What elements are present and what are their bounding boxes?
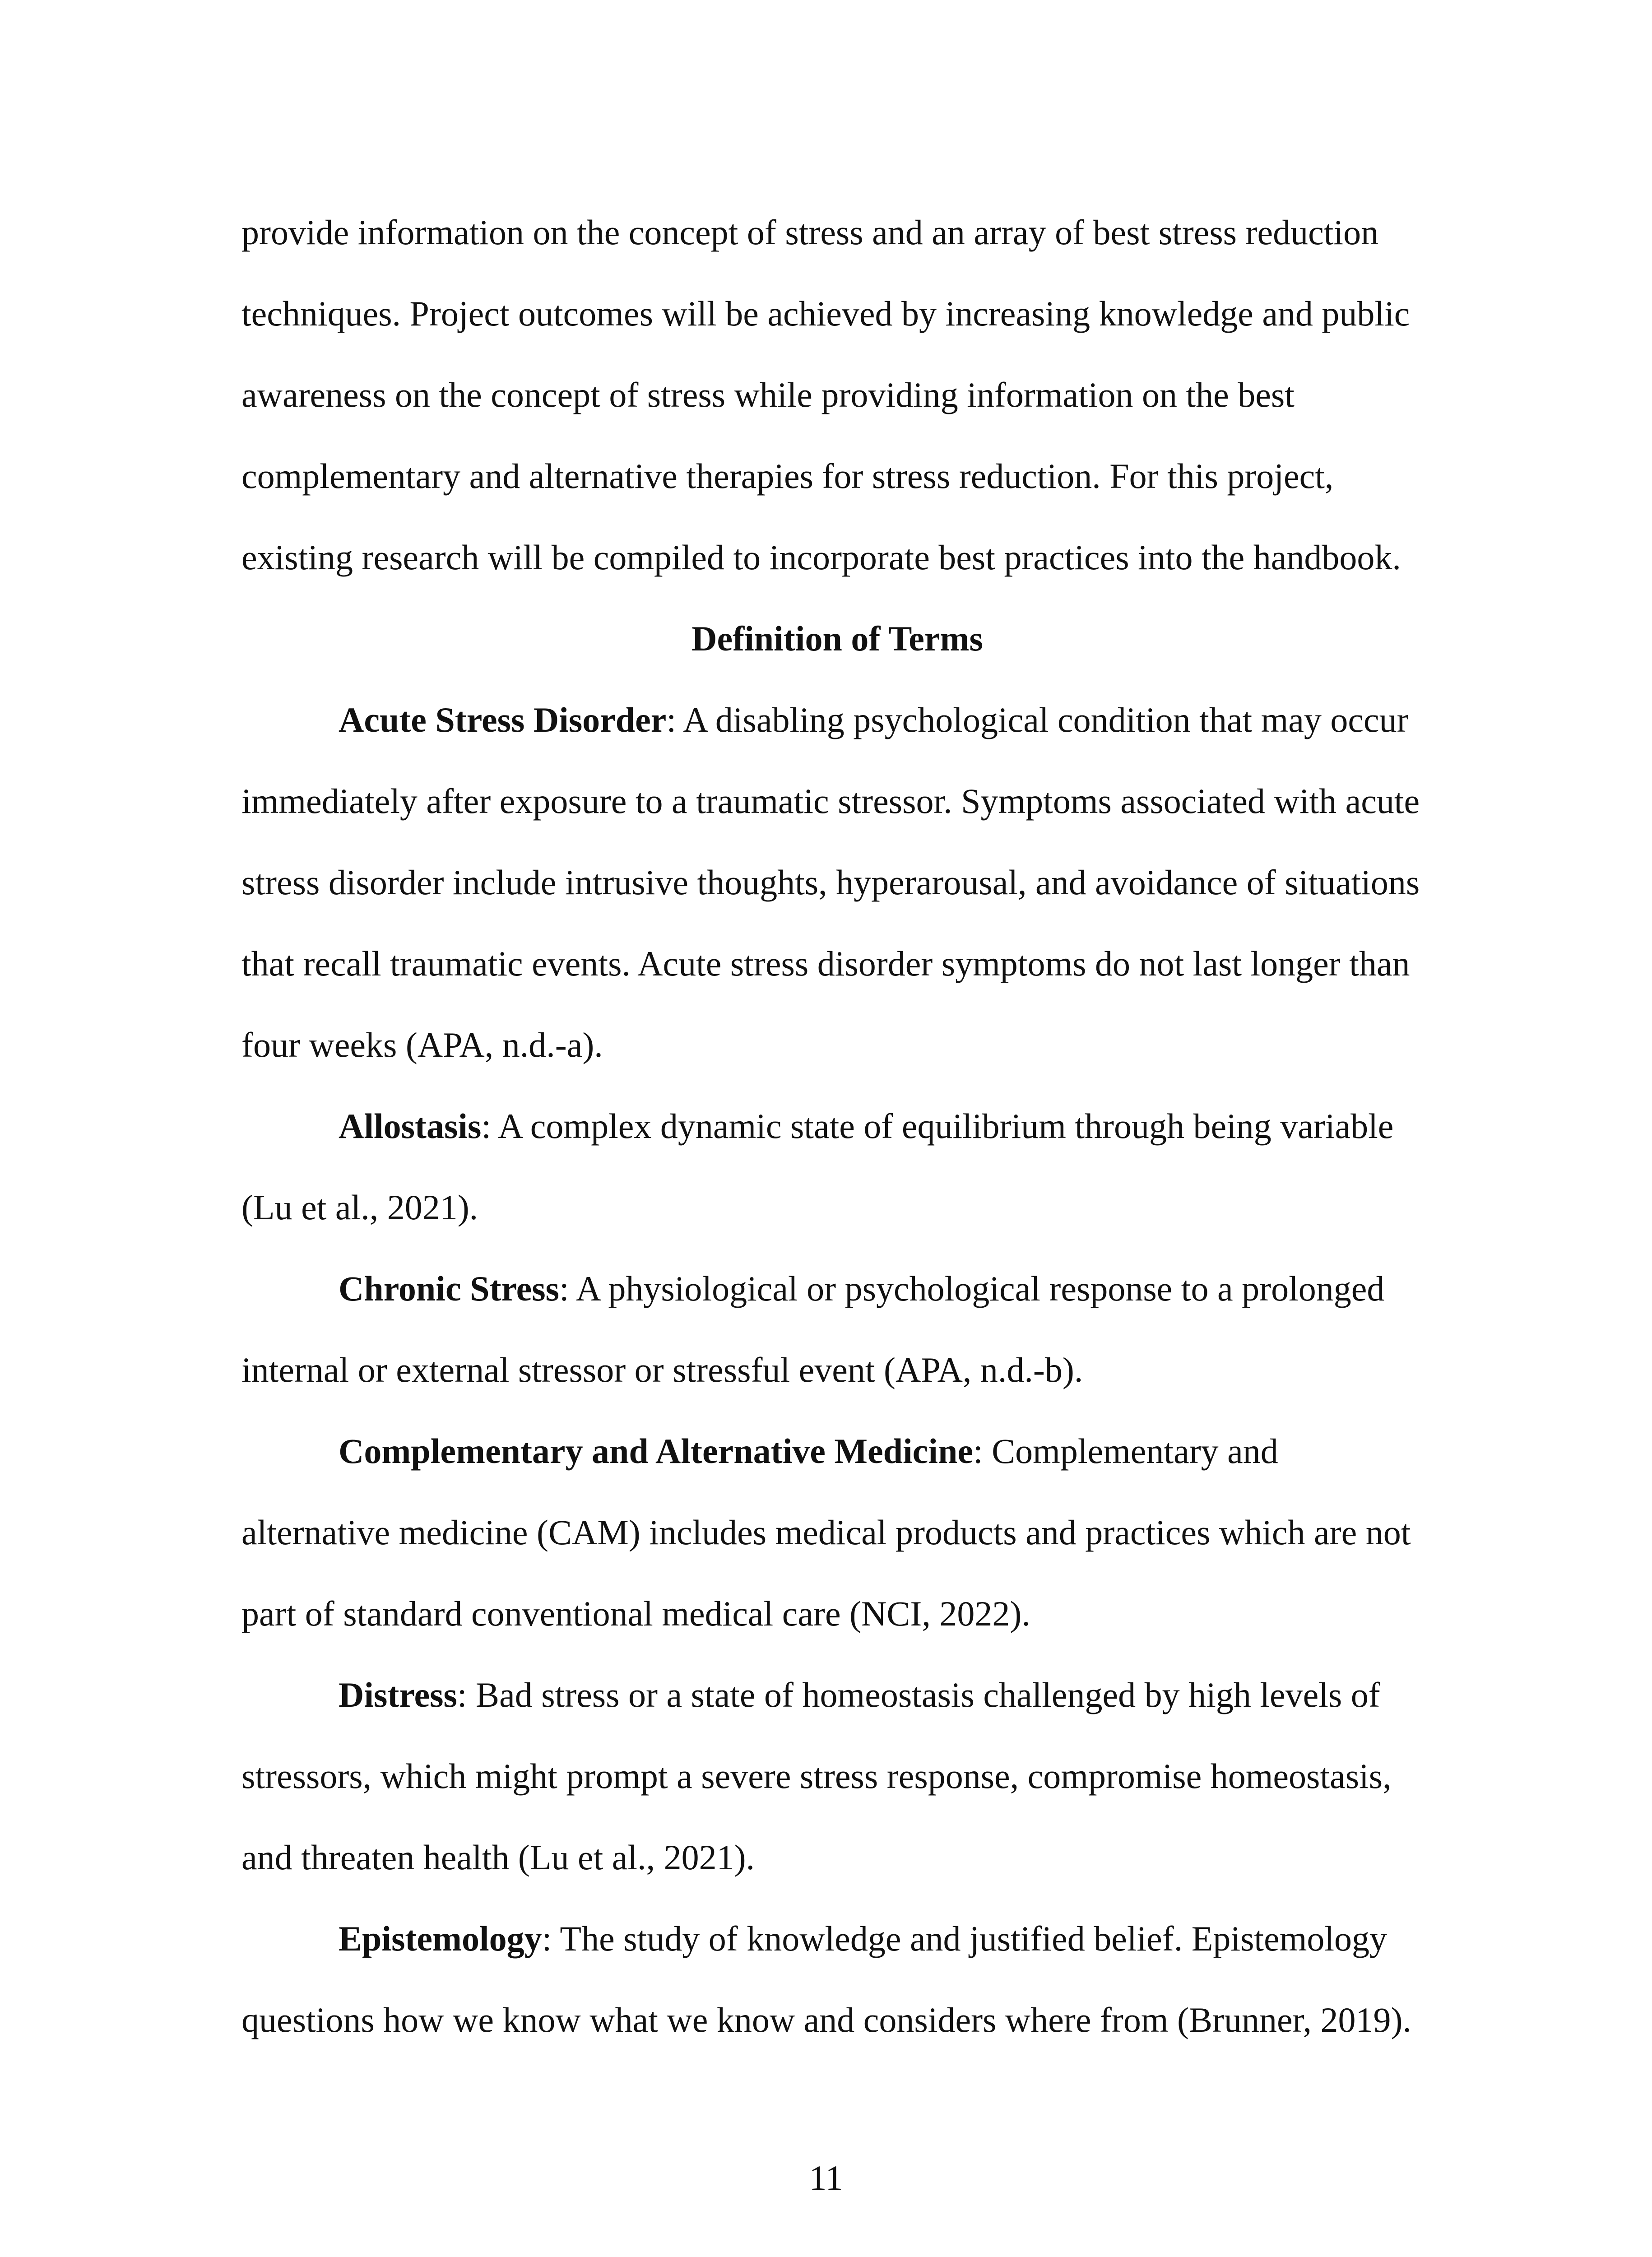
term-definition: : A complex dynamic state of equilibrium through being variable (Lu et al., 2021). xyxy=(241,1106,1394,1227)
term-entry-epistemology xyxy=(241,1898,1433,2061)
term-entry-acute-stress-disorder xyxy=(241,679,1433,1086)
term-definition: : A physiological or psychological response to a prolonged internal or external stressor or stressful event (APA, n.d.-b). xyxy=(241,1269,1385,1389)
section-heading: Definition of Terms xyxy=(691,619,983,658)
intro-paragraph: provide information on the concept of stress and an array of best stress reduction techniques. Project outcomes will be achieved by increasing knowledge and public awareness on the concept of stress while providing information on the best complementary and alternative therapies for stress reduction. For this project, existing research will be compiled to incorporate best practices into the handbook. xyxy=(241,213,1410,577)
term-label: Chronic Stress xyxy=(339,1269,559,1308)
term-definition: : Bad stress or a state of homeostasis challenged by high levels of stressors, which might prompt a severe stress response, compromise homeostasis, and threaten health (Lu et al., 2021). xyxy=(241,1675,1392,1877)
term-label: Acute Stress Disorder xyxy=(339,700,667,739)
term-label: Complementary and Alternative Medicine xyxy=(339,1431,973,1471)
term-definition: : A disabling psychological condition that may occur immediately after exposure to a traumatic stressor. Symptoms associated with acute stress disorder include intrusive thoughts, hyperarousal, and avoidance of situations that recall traumatic events. Acute stress disorder symptoms do not last longer than four weeks (APA, n.d.-a). xyxy=(241,700,1420,1064)
term-entry-complementary-alternative-medicine xyxy=(241,1411,1433,1654)
term-entry-distress xyxy=(241,1654,1433,1898)
term-label: Distress xyxy=(339,1675,457,1714)
body-text xyxy=(241,192,1433,2061)
term-entry-chronic-stress xyxy=(241,1248,1433,1411)
term-label: Epistemology xyxy=(339,1919,542,1958)
term-definition: : Complementary and alternative medicine (CAM) includes medical products and practices which are not part of standard conventional medical care (NCI, 2022). xyxy=(241,1431,1411,1633)
term-definition: : The study of knowledge and justified belief. Epistemology questions how we know what we know and considers where from (Brunner, 2019). xyxy=(241,1919,1411,2039)
term-entry-allostasis xyxy=(241,1086,1433,1248)
term-label: Allostasis xyxy=(339,1106,482,1146)
page-number: 11 xyxy=(809,2158,843,2197)
